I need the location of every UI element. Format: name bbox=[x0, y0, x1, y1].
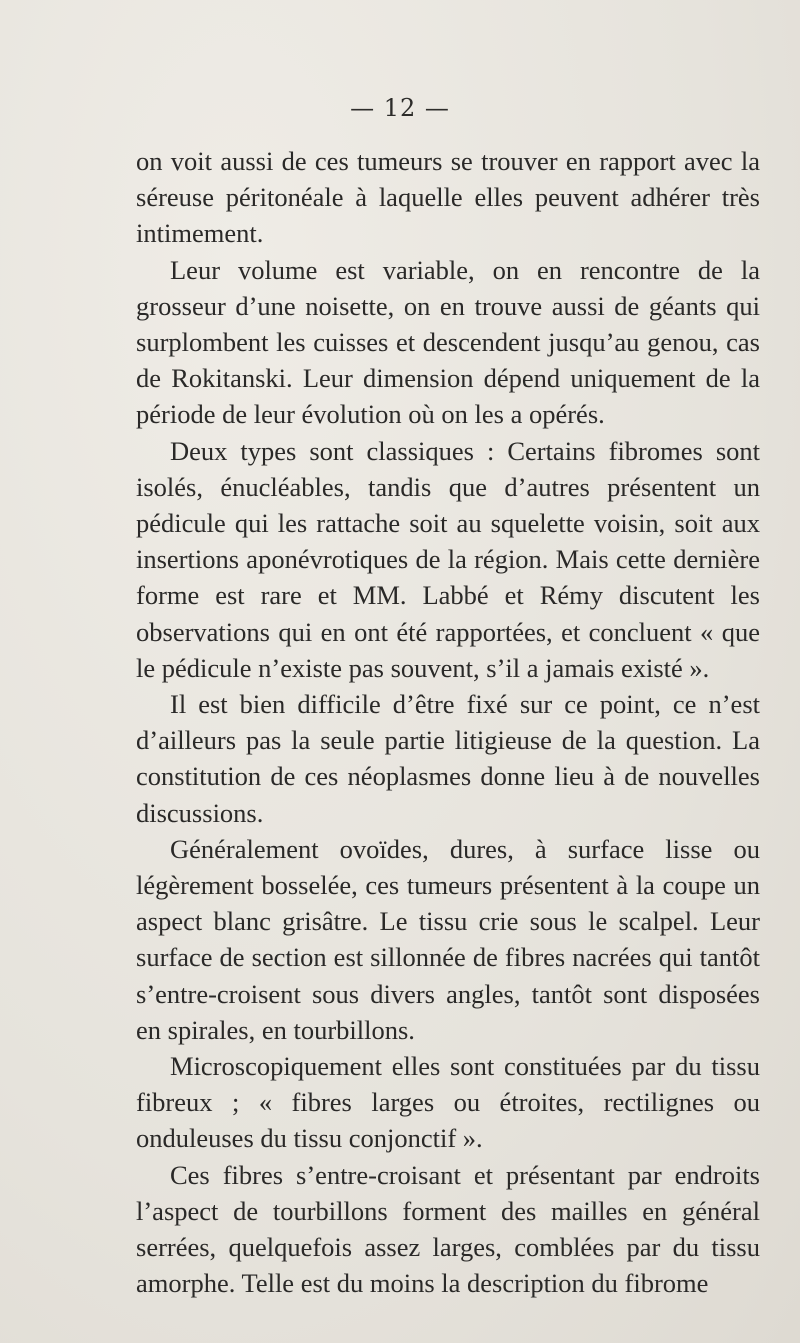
paragraph-types: Deux types sont classiques : Certains fibromes sont isolés, énucléables, tandis que d’autres présentent un pédicule qui les rattache soit au squelette voisin, soit aux insertions aponévrotiques de la région. Mais cette dernière forme est rare et MM. Labbé et Rémy discutent les observations qui en ont été rapportées, et concluent « que le pédicule n’existe pas souvent, s’il a jamais existé ». bbox=[136, 435, 760, 683]
paragraph-difficulty: Il est bien difficile d’être fixé sur ce point, ce n’est d’ailleurs pas la seule partie litigieuse de la question. La constitution de ces néoplasmes donne lieu à de nouvelles discussions. bbox=[136, 689, 760, 828]
body-text bbox=[136, 143, 760, 1302]
paragraph-continuation: on voit aussi de ces tumeurs se trouver en rapport avec la séreuse péritonéale à laquelle elles peuvent adhérer très intimement. bbox=[136, 146, 760, 249]
paragraph-macroscopic: Généralement ovoïdes, dures, à surface lisse ou légèrement bosselée, ces tumeurs présentent à la coupe un aspect blanc grisâtre. Le tissu crie sous le scalpel. Leur surface de section est sillonnée de fibres nacrées qui tantôt s’entre-croisent sous divers angles, tantôt sont disposées en spirales, en tourbillons. bbox=[136, 833, 760, 1045]
page-number: — 12 — bbox=[350, 94, 450, 122]
paragraph-fibres: Ces fibres s’entre-croisant et présentant par endroits l’aspect de tourbillons forment des mailles en général serrées, quelquefois assez larges, comblées par du tissu amorphe. Telle est du moins la description du fibrome bbox=[136, 1159, 760, 1299]
paragraph-volume: Leur volume est variable, on en rencontre de la grosseur d’une noisette, on en trouve aussi de géants qui surplombent les cuisses et descendent jusqu’au genou, cas de Rokitanski. Leur dimension dépend uniquement de la période de leur évolution où on les a opérés. bbox=[136, 254, 760, 430]
paragraph-microscopic: Microscopiquement elles sont constituées par du tissu fibreux ; « fibres larges ou étroites, rectilignes ou onduleuses du tissu conjonctif ». bbox=[136, 1051, 760, 1154]
